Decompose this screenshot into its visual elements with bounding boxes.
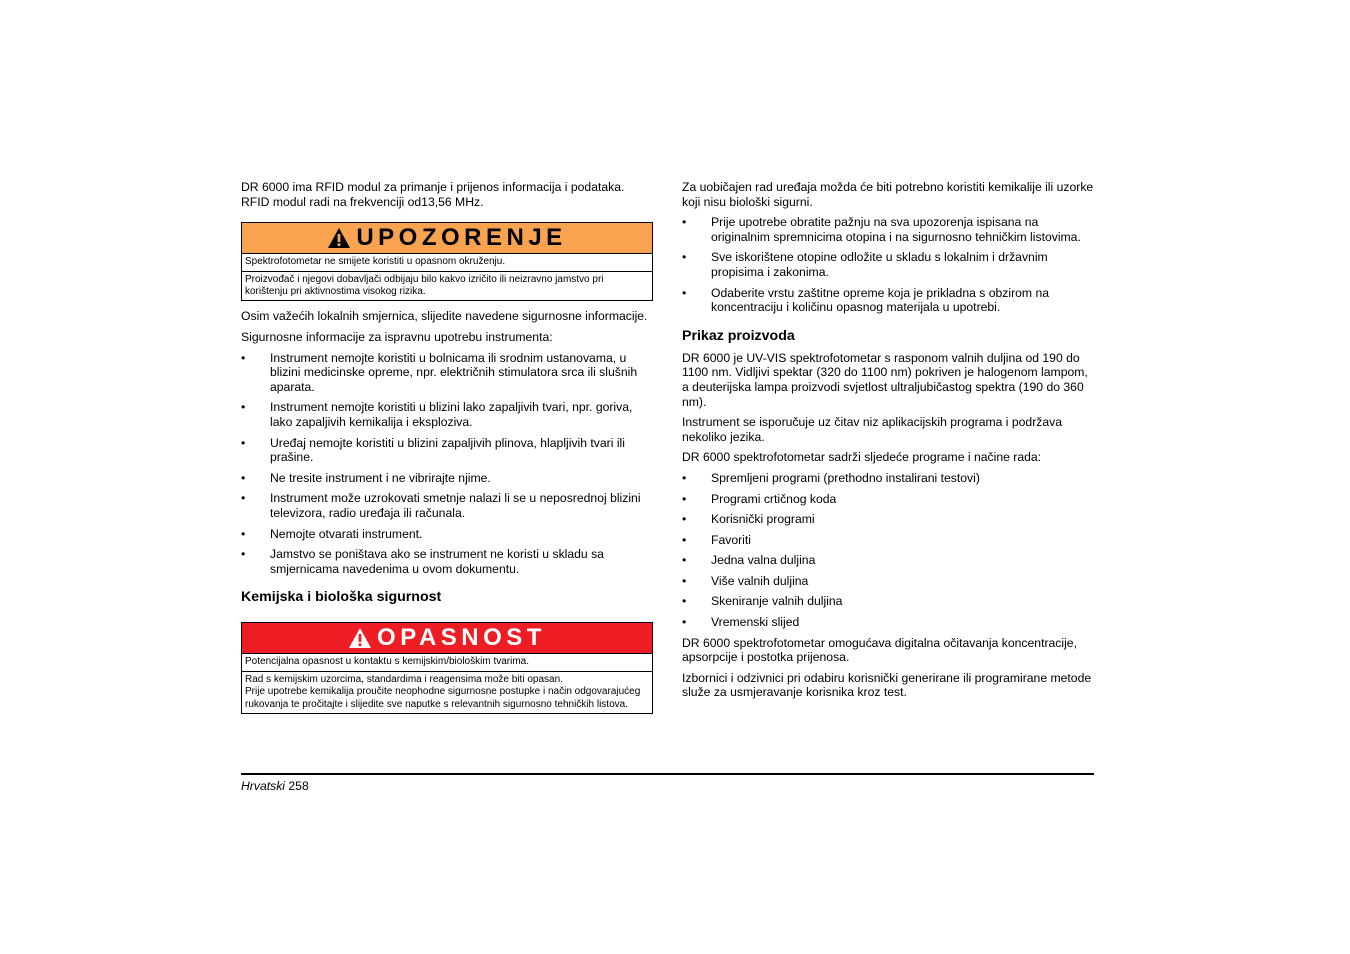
product-para-1: DR 6000 je UV-VIS spektrofotometar s rasponom valnih duljina od 190 do 1100 nm. Vidljivi spektar (320 do 1100 nm) pokriven je halogenom lampom, a deuterijska lampa proizvodi svjetlost ultraljubičastog spektra (190 do 360 nm). [682,350,1088,409]
right-column [682,180,1094,706]
list-item: • Prije upotrebe obratite pažnju na sva upozorenja ispisana na originalnim spremnicima otopina i na sigurnosno tehničkim listovima. [682,215,1094,244]
safety-para-2: Sigurnosne informacije za ispravnu upotrebu instrumenta: [241,330,553,344]
list-item: • Korisnički programi [682,512,1094,527]
list-item: • Sve iskorištene otopine odložite u skladu s lokalnim i državnim propisima i zakonima. [682,250,1094,279]
product-para-4: DR 6000 spektrofotometar omogućava digitalna očitavanja koncentracije, apsorpcije i postotka prijenosa. [682,635,1077,665]
list-item: • Nemojte otvarati instrument. [241,527,653,542]
danger-header [242,623,652,654]
list-item: • Više valnih duljina [682,574,1094,589]
footer-language: Hrvatski [241,779,286,793]
left-column [241,180,653,714]
warning-triangle-icon [348,627,372,649]
list-item: • Programi crtičnog koda [682,492,1094,507]
safety-list [241,351,653,577]
list-item: • Uređaj nemojte koristiti u blizini zapaljivih plinova, hlapljivih tvari ili prašine. [241,436,653,465]
safety-para-1: Osim važećih lokalnih smjernica, slijedite navedene sigurnosne informacije. [241,309,648,324]
warning-header [242,223,652,254]
page-number: 258 [288,779,309,793]
warning-triangle-icon [327,227,351,249]
list-item: • Instrument nemojte koristiti u blizini lako zapaljivih tvari, npr. goriva, lako zapaljivih kemikalija i eksploziva. [241,400,653,429]
footer-divider [241,773,1094,775]
danger-box [241,622,653,714]
product-para-5: Izbornici i odzivnici pri odabiru korisnički generirane ili programirane metode služe za usmjeravanje korisnika kroz test. [682,670,1092,700]
chemicals-intro: Za uobičajen rad uređaja možda će biti potrebno koristiti kemikalije ili uzorke koji nisu biološki sigurni. [682,180,1094,209]
danger-line-2: Rad s kemijskim uzorcima, standardima i reagensima može biti opasan. [245,673,563,685]
section-heading-chemical: Kemijska i biološka sigurnost [241,589,442,606]
list-item: • Spremljeni programi (prethodno instalirani testovi) [682,471,1094,486]
warning-box [241,222,653,301]
danger-title: OPASNOST [377,624,546,652]
list-item: • Skeniranje valnih duljina [682,594,1094,609]
list-item: • Vremenski slijed [682,615,1094,630]
list-item: • Ne tresite instrument i ne vibrirajte njime. [241,471,653,486]
page-footer [241,779,309,794]
warning-title: UPOZORENJE [356,224,567,252]
product-para-2: Instrument se isporučuje uz čitav niz aplikacijskih programa i podržava nekoliko jezika. [682,415,1063,444]
rfid-intro: DR 6000 ima RFID modul za primanje i prijenos informacija i podataka. RFID modul radi na frekvenciji od13,56 MHz. [241,180,625,209]
product-para-3: DR 6000 spektrofotometar sadrži sljedeće programe i načine rada: [682,450,1042,465]
danger-line-3: Prije upotrebe kemikalija proučite neophodne sigurnosne postupke i način odgovarajućeg rukovanja te pročitajte i slijedite sve naputke s relevantnih sigurnosno tehničkih listova. [245,686,641,710]
list-item: • Instrument nemojte koristiti u bolnicama ili srodnim ustanovama, u blizini medicinske opreme, npr. električnih stimulatora srca ili slušnih aparata. [241,351,653,395]
list-item: • Instrument može uzrokovati smetnje nalazi li se u neposrednoj blizini televizora, radio uređaja ili računala. [241,491,653,520]
danger-line-1: Potencijalna opasnost u kontaktu s kemijskim/biološkim tvarima. [242,654,652,671]
warning-line-1: Spektrofotometar ne smijete koristiti u opasnom okruženju. [242,254,652,271]
list-item: • Odaberite vrstu zaštitne opreme koja je prikladna s obzirom na koncentraciju i količinu opasnog materijala u upotrebi. [682,286,1094,315]
list-item: • Jamstvo se poništava ako se instrument ne koristi u skladu sa smjernicama navedenima u ovom dokumentu. [241,547,653,576]
list-item: • Favoriti [682,533,1094,548]
section-heading-product: Prikaz proizvoda [682,327,795,344]
programs-list [682,471,1094,630]
list-item: • Jedna valna duljina [682,553,1094,568]
warning-line-2: Proizvođač i njegovi dobavljači odbijaju bilo kakvo izričito ili neizravno jamstvo pri korištenju pri aktivnostima visokog rizika. [245,273,604,297]
chemicals-list [682,215,1094,315]
